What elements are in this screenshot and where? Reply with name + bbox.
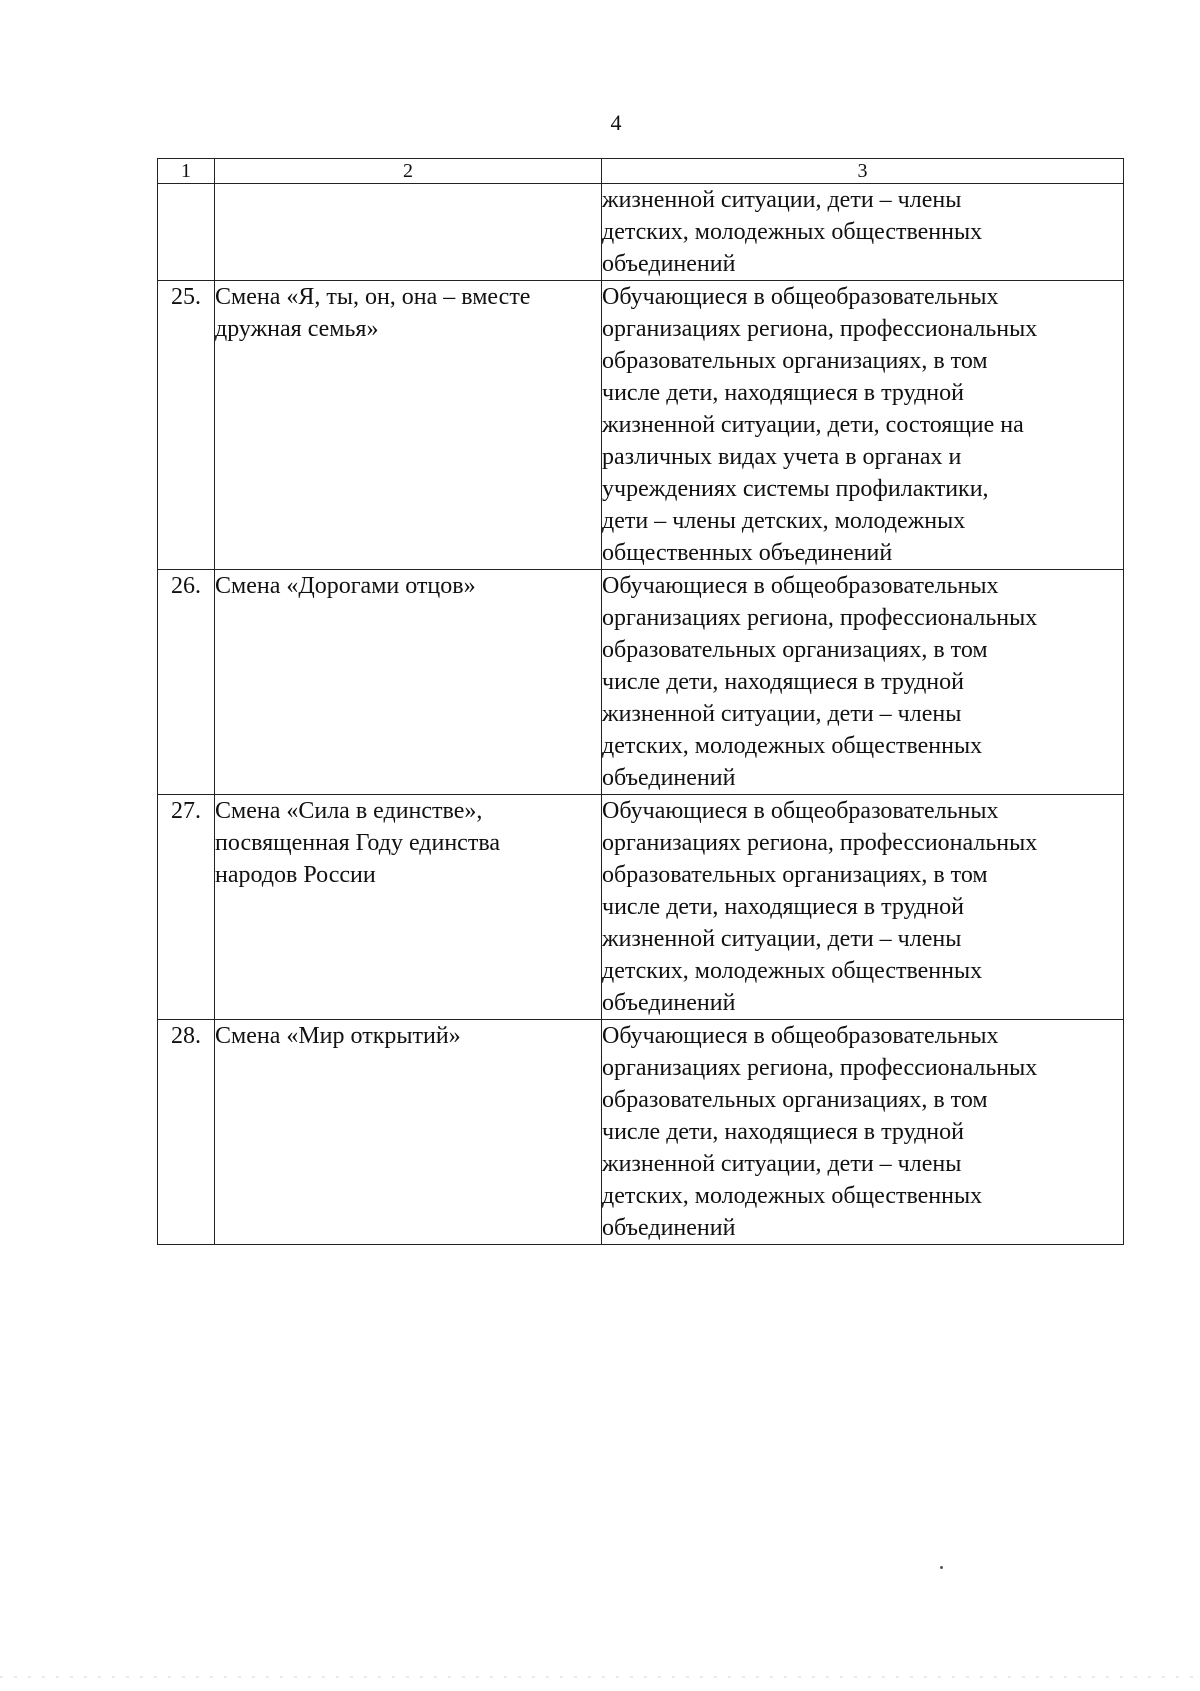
shift-name-line: Смена «Сила в единстве»,	[215, 798, 483, 824]
scan-artifact-dot	[940, 1566, 943, 1569]
table-body	[158, 184, 1124, 1245]
shift-name-line: народов России	[215, 862, 376, 888]
column-header-1: 1	[158, 159, 215, 184]
row-number: 28.	[158, 1020, 215, 1245]
row-number: 25.	[158, 281, 215, 570]
participants-cell	[602, 184, 1124, 281]
shift-name-cell	[215, 1020, 602, 1245]
participants-line: числе дети, находящиеся в трудной	[602, 669, 964, 695]
participants-line: образовательных организациях, в том	[602, 348, 988, 374]
participants-line: Обучающиеся в общеобразовательных	[602, 1023, 999, 1049]
participants-line: объединений	[602, 1215, 736, 1241]
participants-line: организациях региона, профессиональных	[602, 605, 1038, 631]
row-number: 27.	[158, 795, 215, 1020]
participants-line: жизненной ситуации, дети – члены	[602, 1151, 962, 1177]
shift-name-cell	[215, 281, 602, 570]
table-row	[158, 570, 1124, 795]
participants-line: дети – члены детских, молодежных	[602, 508, 966, 534]
participants-cell	[602, 1020, 1124, 1245]
participants-line: жизненной ситуации, дети – члены	[602, 187, 962, 213]
participants-line: организациях региона, профессиональных	[602, 1055, 1038, 1081]
scan-artifact-strip	[0, 1676, 1200, 1678]
row-number: 26.	[158, 570, 215, 795]
shift-name-cell	[215, 795, 602, 1020]
participants-line: числе дети, находящиеся в трудной	[602, 380, 964, 406]
participants-cell	[602, 281, 1124, 570]
program-table	[157, 158, 1124, 1245]
participants-line: Обучающиеся в общеобразовательных	[602, 284, 999, 310]
participants-line: числе дети, находящиеся в трудной	[602, 894, 964, 920]
table-row	[158, 1020, 1124, 1245]
shift-name-line: Смена «Мир открытий»	[215, 1023, 461, 1049]
page-number: 4	[610, 110, 622, 135]
participants-line: образовательных организациях, в том	[602, 862, 988, 888]
participants-line: жизненной ситуации, дети – члены	[602, 926, 962, 952]
row-number	[158, 184, 215, 281]
participants-line: детских, молодежных общественных	[602, 1183, 983, 1209]
participants-line: образовательных организациях, в том	[602, 637, 988, 663]
participants-line: общественных объединений	[602, 540, 893, 566]
participants-line: различных видах учета в органах и	[602, 444, 962, 470]
table-header-row	[158, 159, 1124, 184]
participants-line: числе дети, находящиеся в трудной	[602, 1119, 964, 1145]
participants-cell	[602, 570, 1124, 795]
participants-line: учреждениях системы профилактики,	[602, 476, 989, 502]
participants-line: жизненной ситуации, дети – члены	[602, 701, 962, 727]
shift-name-cell	[215, 570, 602, 795]
participants-line: детских, молодежных общественных	[602, 733, 983, 759]
table-row	[158, 795, 1124, 1020]
column-header-2: 2	[215, 159, 602, 184]
participants-line: объединений	[602, 765, 736, 791]
participants-line: Обучающиеся в общеобразовательных	[602, 798, 999, 824]
participants-line: организациях региона, профессиональных	[602, 830, 1038, 856]
shift-name-line: Смена «Дорогами отцов»	[215, 573, 476, 599]
table-row	[158, 184, 1124, 281]
participants-line: образовательных организациях, в том	[602, 1087, 988, 1113]
participants-cell	[602, 795, 1124, 1020]
shift-name-line: посвященная Году единства	[215, 830, 500, 856]
participants-line: объединений	[602, 251, 736, 277]
participants-line: Обучающиеся в общеобразовательных	[602, 573, 999, 599]
column-header-3: 3	[602, 159, 1124, 184]
table-row	[158, 281, 1124, 570]
shift-name-line: Смена «Я, ты, он, она – вместе	[215, 284, 531, 310]
participants-line: детских, молодежных общественных	[602, 219, 983, 245]
participants-line: жизненной ситуации, дети, состоящие на	[602, 412, 1024, 438]
participants-line: объединений	[602, 990, 736, 1016]
shift-name-line: дружная семья»	[215, 316, 379, 342]
participants-line: организациях региона, профессиональных	[602, 316, 1038, 342]
participants-line: детских, молодежных общественных	[602, 958, 983, 984]
shift-name-cell	[215, 184, 602, 281]
